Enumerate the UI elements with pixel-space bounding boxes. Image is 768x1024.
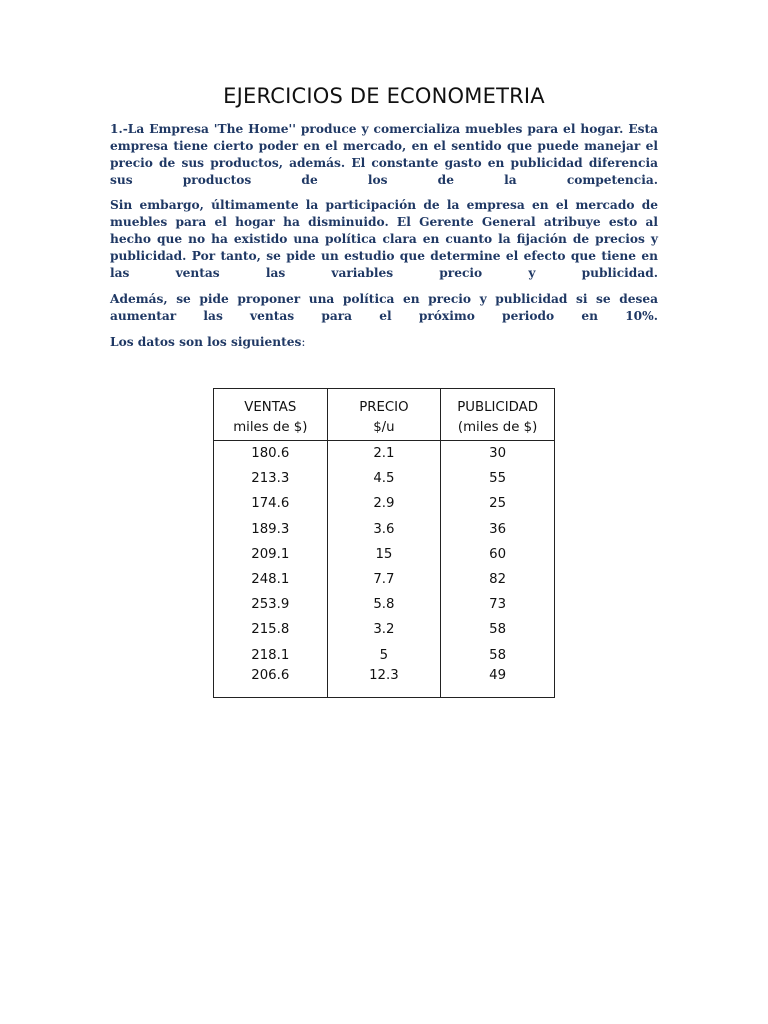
paragraph-data-intro bbox=[110, 334, 658, 351]
header-publicidad: PUBLICIDAD bbox=[441, 389, 555, 416]
cell-publicidad: 73 bbox=[441, 592, 555, 617]
data-intro-colon: : bbox=[301, 335, 306, 349]
cell-publicidad: 82 bbox=[441, 567, 555, 592]
cell-publicidad: 36 bbox=[441, 517, 555, 542]
cell-ventas: 215.8 bbox=[214, 617, 328, 642]
cell-publicidad: 49 bbox=[441, 668, 555, 698]
header-publicidad-units: (miles de $) bbox=[441, 415, 555, 441]
cell-precio: 7.7 bbox=[327, 567, 441, 592]
cell-publicidad: 30 bbox=[441, 441, 555, 467]
data-intro-text: Los datos son los siguientes bbox=[110, 335, 302, 349]
paragraph-context: Sin embargo, últimamente la participación de la empresa en el mercado de muebles para el hogar ha disminuido. El Gerente General atribuye esto al hecho que no ha existido una política clara en cuanto la fijación de precios y publicidad. Por tanto, se pide un estudio que determine el efecto que tiene en las ventas las variables precio y publicidad. bbox=[110, 198, 658, 280]
cell-ventas: 218.1 bbox=[214, 643, 328, 668]
cell-publicidad: 58 bbox=[441, 643, 555, 668]
cell-publicidad: 58 bbox=[441, 617, 555, 642]
cell-ventas: 209.1 bbox=[214, 542, 328, 567]
table-header-row bbox=[214, 389, 555, 416]
cell-ventas: 213.3 bbox=[214, 466, 328, 491]
header-precio: PRECIO bbox=[327, 389, 441, 416]
cell-ventas: 206.6 bbox=[214, 668, 328, 698]
page-title: EJERCICIOS DE ECONOMETRIA bbox=[223, 84, 545, 108]
cell-precio: 3.6 bbox=[327, 517, 441, 542]
table-row bbox=[214, 617, 555, 642]
data-table bbox=[213, 388, 555, 698]
table-row bbox=[214, 668, 555, 698]
cell-publicidad: 25 bbox=[441, 491, 555, 516]
paragraph-intro: 1.-La Empresa 'The Home'' produce y comercializa muebles para el hogar. Esta empresa tiene cierto poder en el mercado, en el sentido que puede manejar el precio de sus productos, además. El constante gasto en publicidad diferencia sus productos de los de la competencia. bbox=[110, 122, 658, 187]
cell-precio: 12.3 bbox=[327, 668, 441, 698]
cell-publicidad: 55 bbox=[441, 466, 555, 491]
cell-ventas: 253.9 bbox=[214, 592, 328, 617]
table-row bbox=[214, 441, 555, 467]
paragraph-objective: Además, se pide proponer una política en precio y publicidad si se desea aumentar las ventas para el próximo periodo en 10%. bbox=[110, 292, 658, 323]
cell-precio: 15 bbox=[327, 542, 441, 567]
cell-ventas: 248.1 bbox=[214, 567, 328, 592]
cell-precio: 2.9 bbox=[327, 491, 441, 516]
table-row bbox=[214, 542, 555, 567]
cell-publicidad: 60 bbox=[441, 542, 555, 567]
header-ventas-units: miles de $) bbox=[214, 415, 328, 441]
cell-precio: 3.2 bbox=[327, 617, 441, 642]
cell-precio: 5.8 bbox=[327, 592, 441, 617]
table-header-units-row bbox=[214, 415, 555, 441]
cell-precio: 2.1 bbox=[327, 441, 441, 467]
table-row bbox=[214, 466, 555, 491]
table-row bbox=[214, 491, 555, 516]
cell-precio: 4.5 bbox=[327, 466, 441, 491]
cell-ventas: 189.3 bbox=[214, 517, 328, 542]
table-row bbox=[214, 567, 555, 592]
cell-ventas: 180.6 bbox=[214, 441, 328, 467]
cell-precio: 5 bbox=[327, 643, 441, 668]
table-row bbox=[214, 517, 555, 542]
table-row bbox=[214, 643, 555, 668]
table-row bbox=[214, 592, 555, 617]
header-precio-units: $/u bbox=[327, 415, 441, 441]
header-ventas: VENTAS bbox=[214, 389, 328, 416]
cell-ventas: 174.6 bbox=[214, 491, 328, 516]
